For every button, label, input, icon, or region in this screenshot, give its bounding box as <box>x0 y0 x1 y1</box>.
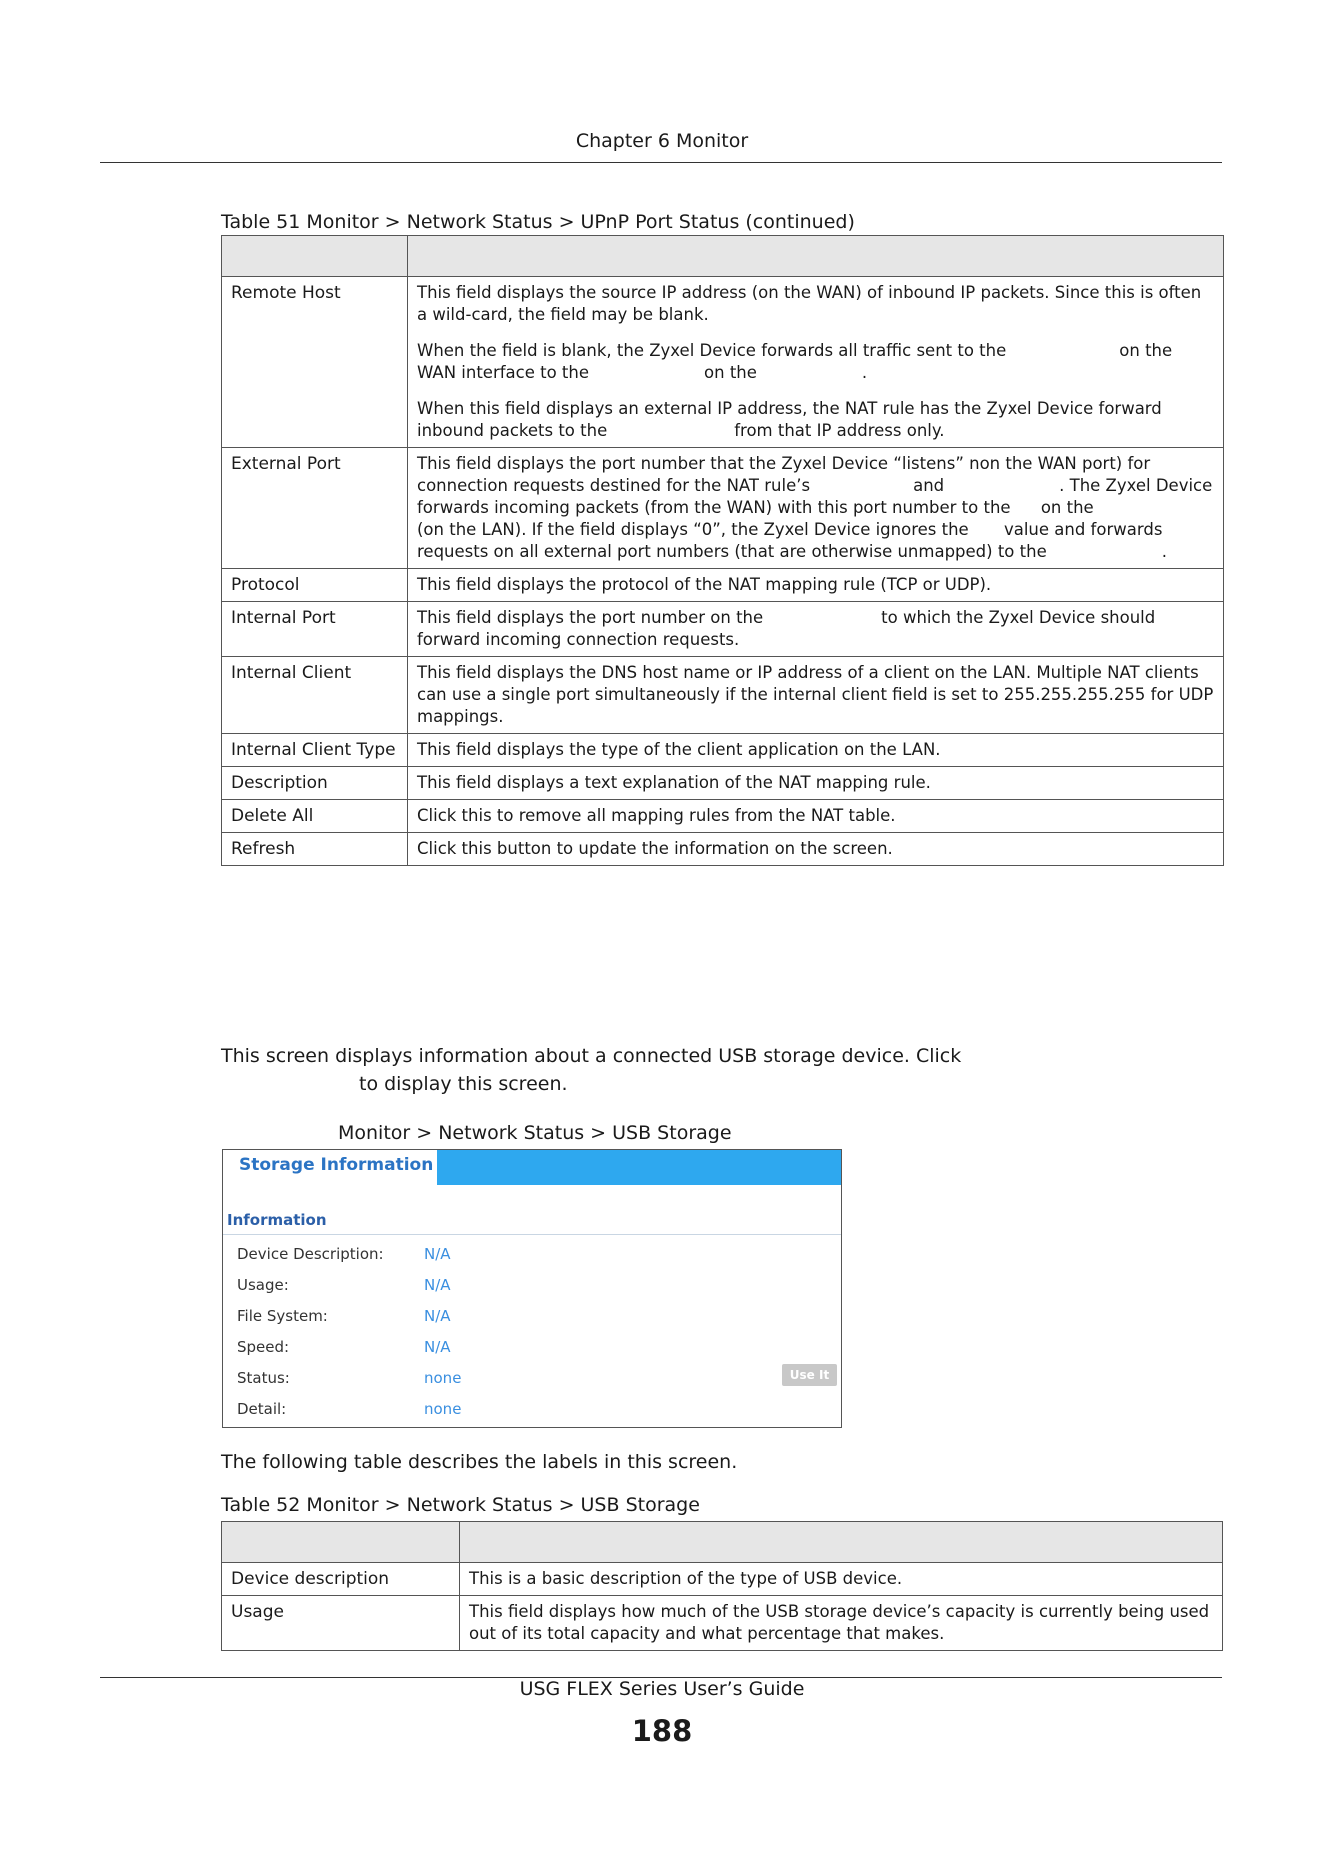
following-text: The following table describes the labels in this screen. <box>221 1451 738 1473</box>
info-row-device-description: Device Description: N/A <box>237 1245 451 1263</box>
row-description: This field displays the protocol of the NAT mapping rule (TCP or UDP). <box>408 569 1224 602</box>
page-number: 188 <box>631 1714 693 1748</box>
info-row-status: Status: none <box>237 1369 462 1387</box>
table-row <box>222 734 1224 767</box>
info-row-file-system: File System: N/A <box>237 1307 451 1325</box>
chapter-header: Chapter 6 Monitor <box>575 130 749 152</box>
use-it-button[interactable]: Use It <box>782 1364 837 1386</box>
table-52 <box>221 1521 1223 1651</box>
row-description: This is a basic description of the type of USB device. <box>460 1563 1223 1596</box>
row-description: This field displays the port number on the to which the Zyxel Device should forward incoming connection requests. <box>408 602 1224 657</box>
row-label: Protocol <box>222 569 408 602</box>
table-row <box>222 767 1224 800</box>
usb-storage-screenshot <box>222 1149 842 1428</box>
table-row <box>222 1596 1223 1651</box>
row-label: Usage <box>222 1596 460 1651</box>
row-description: This field displays the port number that the Zyxel Device “listens” non the WAN port) for connection requests destined for the NAT rule’s and . The Zyxel Device forwards incoming packets (from the WAN) with this port number to the on the(on the LAN). If the field displays “0”, the Zyxel Device ignores the value and forwards requests on all external port numbers (that are otherwise unmapped) to the . <box>408 448 1224 569</box>
info-row-detail: Detail: none <box>237 1400 462 1418</box>
row-label: Internal Client <box>222 657 408 734</box>
row-description: This field displays the type of the client application on the LAN. <box>408 734 1224 767</box>
table-row <box>222 800 1224 833</box>
table-51 <box>221 235 1224 866</box>
row-label: Device description <box>222 1563 460 1596</box>
usb-intro-paragraph: This screen displays information about a connected USB storage device. Click to display this screen. <box>221 1045 962 1095</box>
info-row-usage: Usage: N/A <box>237 1276 451 1294</box>
row-label: Refresh <box>222 833 408 866</box>
tab-storage-information[interactable]: Storage Information <box>223 1150 437 1185</box>
row-label: Delete All <box>222 800 408 833</box>
row-label: Remote Host <box>222 277 408 448</box>
row-label: Internal Client Type <box>222 734 408 767</box>
table-row <box>222 448 1224 569</box>
row-description: This field displays the source IP address (on the WAN) of inbound IP packets. Since this is often a wild-card, the field may be blank. When the field is blank, the Zyxel Device forwards all traffic sent to the on the WAN interface to the on the . When this field displays an external IP address, the NAT rule has the Zyxel Device forward inbound packets to the from that IP address only. <box>408 277 1224 448</box>
row-description: This field displays the DNS host name or IP address of a client on the LAN. Multiple NAT clients can use a single port simultaneously if the internal client field is set to 255.255.255.255 for UDP mappings. <box>408 657 1224 734</box>
row-label: External Port <box>222 448 408 569</box>
table-row <box>222 657 1224 734</box>
row-description: Click this button to update the information on the screen. <box>408 833 1224 866</box>
section-divider <box>223 1234 841 1235</box>
figure-caption: Monitor > Network Status > USB Storage <box>338 1122 732 1144</box>
info-row-speed: Speed: N/A <box>237 1338 451 1356</box>
table-header-row <box>222 236 1224 277</box>
table-51-caption: Table 51 Monitor > Network Status > UPnP Port Status (continued) <box>221 211 855 233</box>
header-rule <box>100 162 1222 163</box>
guide-title: USG FLEX Series User’s Guide <box>519 1678 805 1700</box>
row-description: This field displays a text explanation of the NAT mapping rule. <box>408 767 1224 800</box>
table-row <box>222 277 1224 448</box>
row-description: Click this to remove all mapping rules from the NAT table. <box>408 800 1224 833</box>
table-row <box>222 1563 1223 1596</box>
table-row <box>222 569 1224 602</box>
table-52-caption: Table 52 Monitor > Network Status > USB Storage <box>221 1494 700 1516</box>
row-label: Description <box>222 767 408 800</box>
table-header-row <box>222 1522 1223 1563</box>
tab-bar <box>223 1150 841 1185</box>
table-row <box>222 602 1224 657</box>
row-description: This field displays how much of the USB storage device’s capacity is currently being used out of its total capacity and what percentage that makes. <box>460 1596 1223 1651</box>
section-title: Information <box>227 1211 327 1229</box>
table-row <box>222 833 1224 866</box>
row-label: Internal Port <box>222 602 408 657</box>
